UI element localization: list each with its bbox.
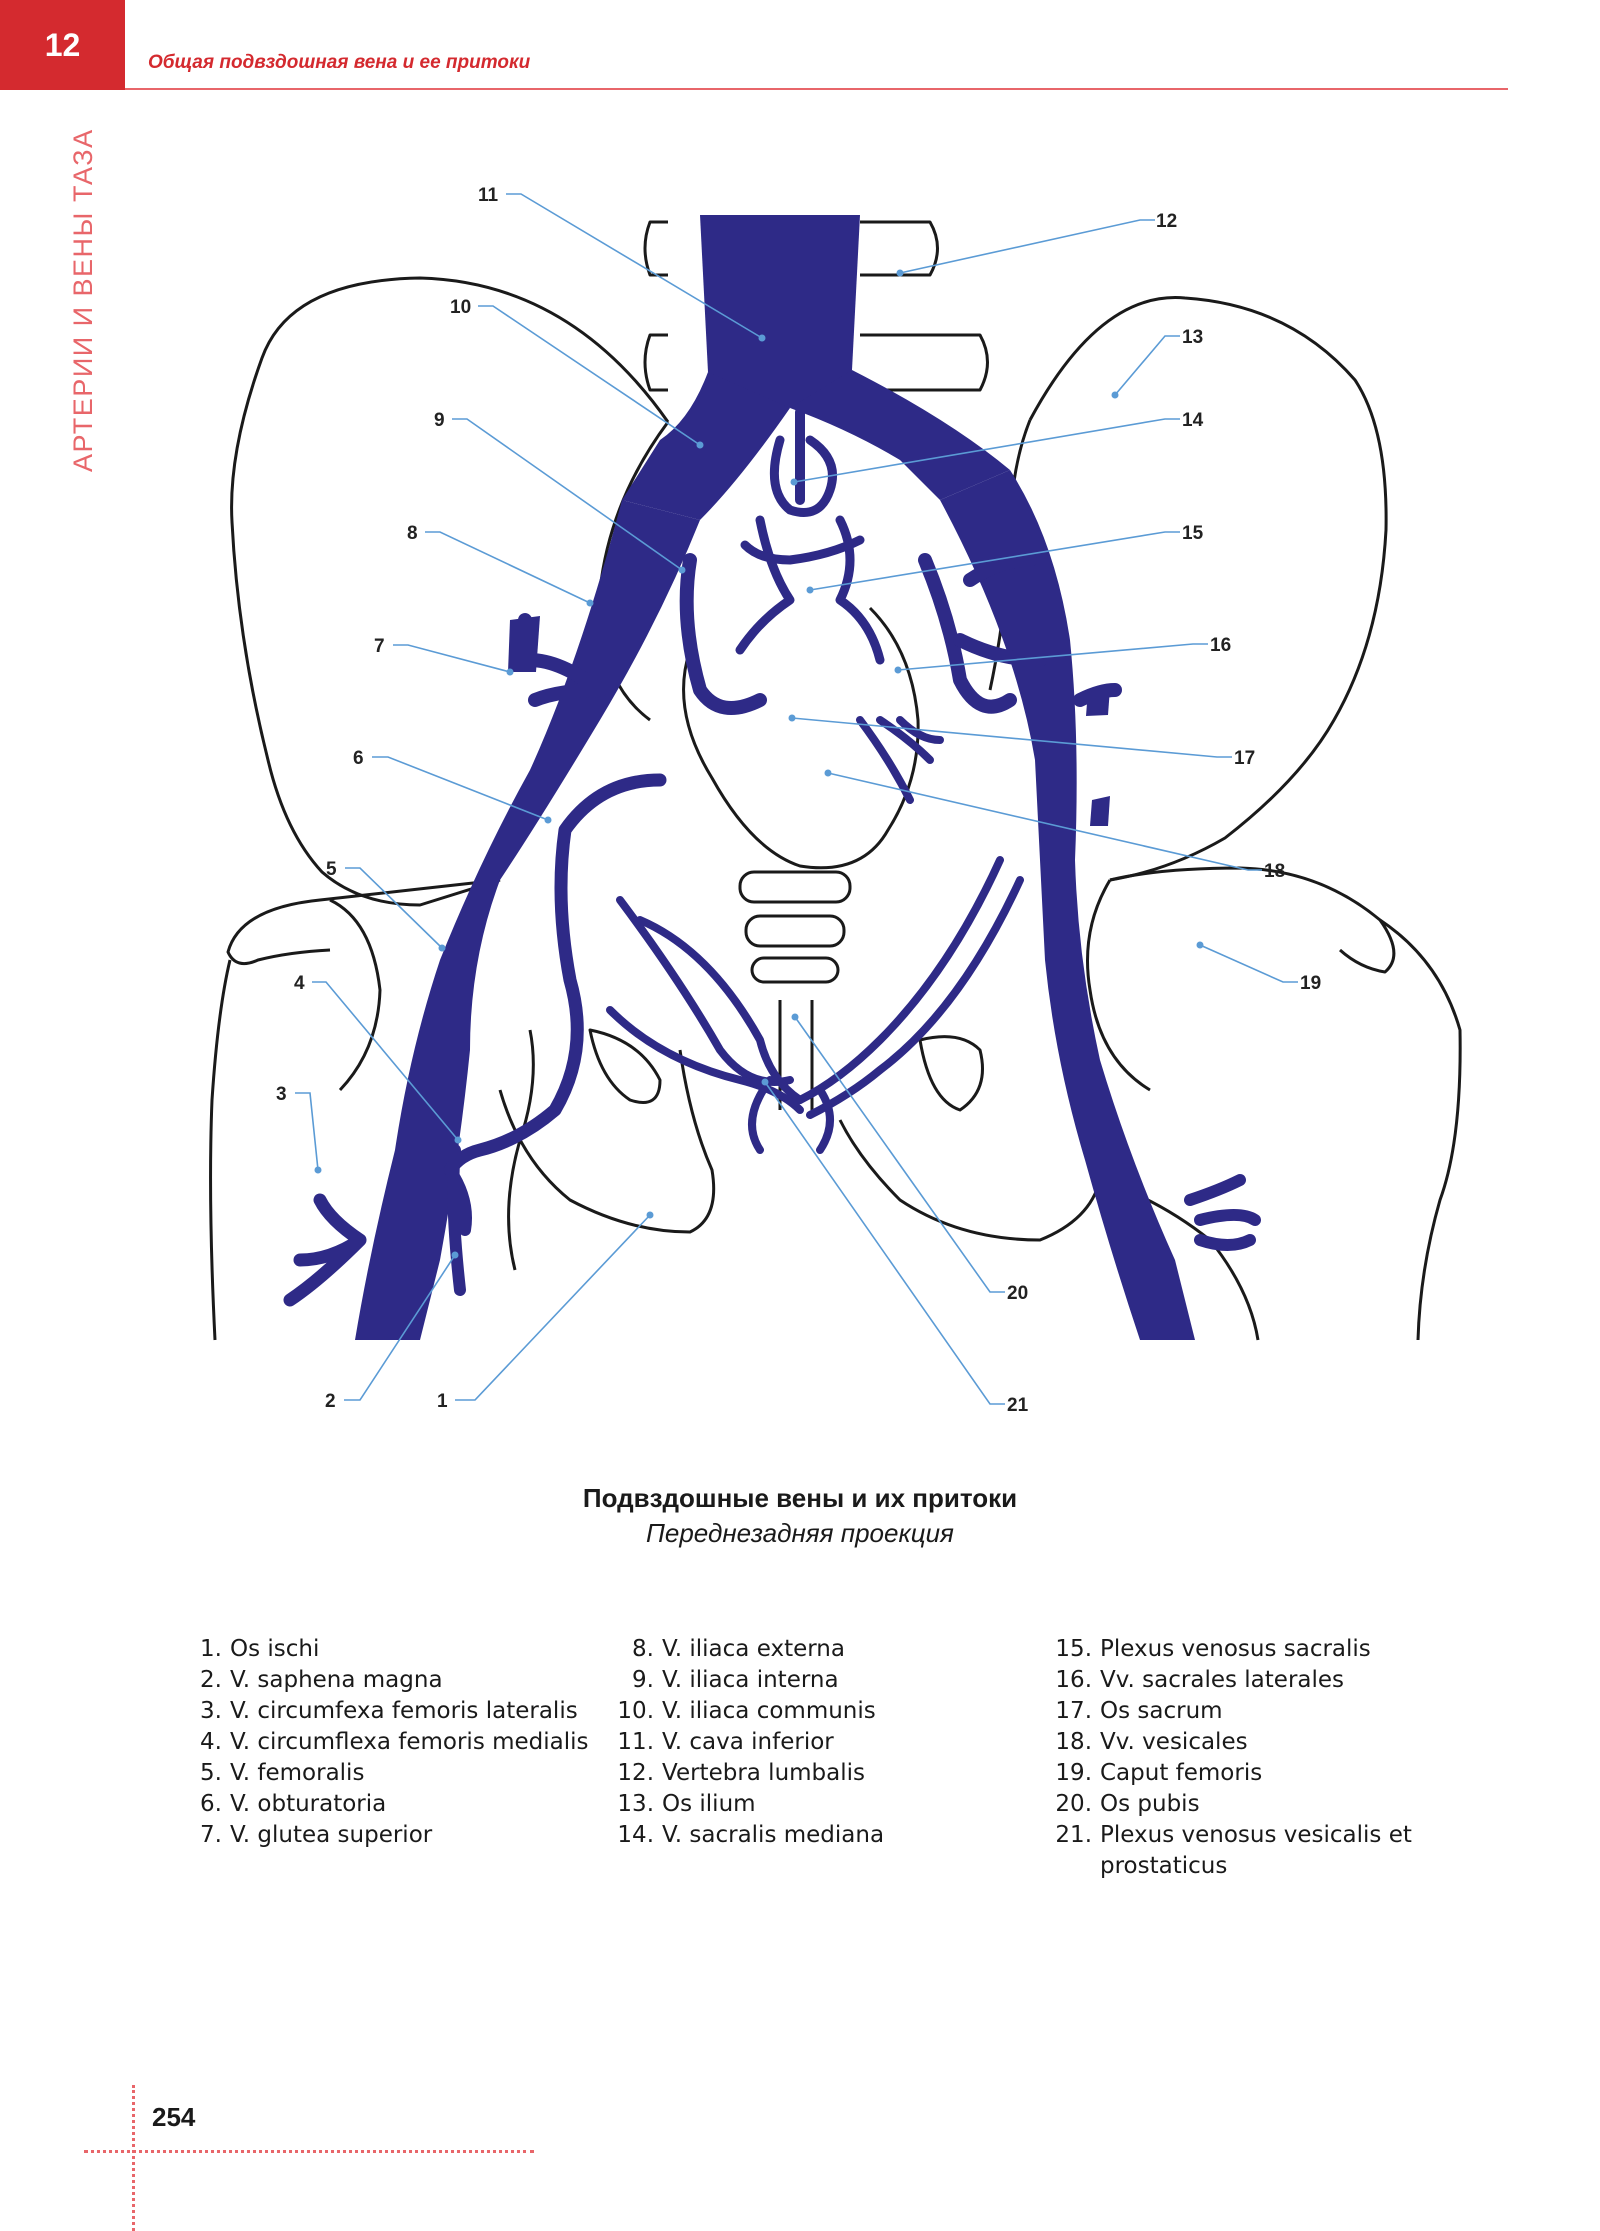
v-obturatoria [450,780,660,1170]
callout-17: 17 [1234,748,1256,769]
sacral-plexus [740,440,880,660]
left-circumflex-lateral [290,1200,360,1300]
right-ilium [1030,298,1386,880]
legend-item: 2. V. saphena magna [200,1667,443,1693]
right-obturator [920,1037,983,1110]
legend-item: 18. Vv. vesicales [1055,1729,1248,1755]
figure-caption-subtitle: Переднезадняя проекция [646,1518,954,1548]
left-superior-gluteal [508,616,540,672]
legend-item: 21. Plexus venosus vesicalis et [1055,1822,1412,1848]
callout-20: 20 [1007,1283,1029,1304]
legend-item: 1. Os ischi [200,1636,320,1662]
vesical-plexus [610,720,1020,1150]
legend-item: 11. V. cava inferior [617,1729,834,1755]
legend-item: prostaticus [1100,1853,1228,1879]
callout-12: 12 [1156,211,1178,232]
legend-item: 8. V. iliaca externa [632,1636,845,1662]
callout-13: 13 [1182,327,1204,348]
page-dotted-rule-vertical [132,2085,135,2231]
right-femur [1380,920,1460,1340]
legend-item: 5. V. femoralis [200,1760,365,1786]
chapter-number-badge: 12 [0,0,125,90]
legend-item: 13. Os ilium [617,1791,756,1817]
left-circumflex-medial [450,1150,466,1290]
legend-item: 10. V. iliaca communis [617,1698,876,1724]
callout-18: 18 [1264,861,1286,882]
callout-11: 11 [478,185,499,206]
sacrum [684,608,919,868]
right-tributary [1086,688,1110,716]
legend-item: 19. Caput femoris [1055,1760,1263,1786]
callout-9: 9 [434,410,445,431]
legend-item: 14. V. sacralis mediana [617,1822,885,1848]
callout-21: 21 [1007,1395,1029,1416]
legend-column-3 [1052,1634,1412,1882]
callout-7: 7 [374,636,385,657]
legend-item: 20. Os pubis [1055,1791,1200,1817]
coccyx-2 [746,916,844,946]
right-small-tributary [1090,796,1110,826]
right-circumflex [1190,1180,1255,1245]
callout-14: 14 [1182,410,1204,431]
legend-column-1 [196,1634,589,1851]
callout-4: 4 [294,973,305,994]
legend-item: 15. Plexus venosus sacralis [1055,1636,1371,1662]
legend-item: 3. V. circumfexa femoris lateralis [200,1698,578,1724]
page-dotted-rule-horizontal [84,2150,534,2153]
callout-8: 8 [407,523,418,544]
callout-15: 15 [1182,523,1204,544]
legend-item: 6. V. obturatoria [200,1791,387,1817]
legend-column-2 [614,1634,884,1851]
legend-item: 16. Vv. sacrales laterales [1055,1667,1345,1693]
veins [290,215,1255,1340]
legend-item: 4. V. circumflexa femoris medialis [200,1729,589,1755]
right-acetabulum [1110,868,1394,972]
legend-item: 9. V. iliaca interna [632,1667,839,1693]
right-ischium [840,1110,1103,1240]
legend-item: 17. Os sacrum [1055,1698,1223,1724]
page-number: 254 [152,2102,196,2132]
callout-10: 10 [450,297,472,318]
callout-19: 19 [1300,973,1322,994]
callout-1: 1 [437,1391,448,1412]
coccyx-3 [752,958,838,982]
chapter-title: Общая подвздошная вена и ее притоки [148,52,531,73]
callout-6: 6 [353,748,364,769]
callout-2: 2 [325,1391,336,1412]
legend-item: 12. Vertebra lumbalis [617,1760,866,1786]
callout-16: 16 [1210,635,1232,656]
figure-caption-title: Подвздошные вены и их притоки [582,1483,1018,1513]
coccyx-1 [740,872,850,902]
legend-item: 7. V. glutea superior [200,1822,433,1848]
side-title: АРТЕРИИ И ВЕНЫ ТАЗА [68,128,98,472]
callout-5: 5 [326,859,337,880]
callout-3: 3 [276,1084,287,1105]
